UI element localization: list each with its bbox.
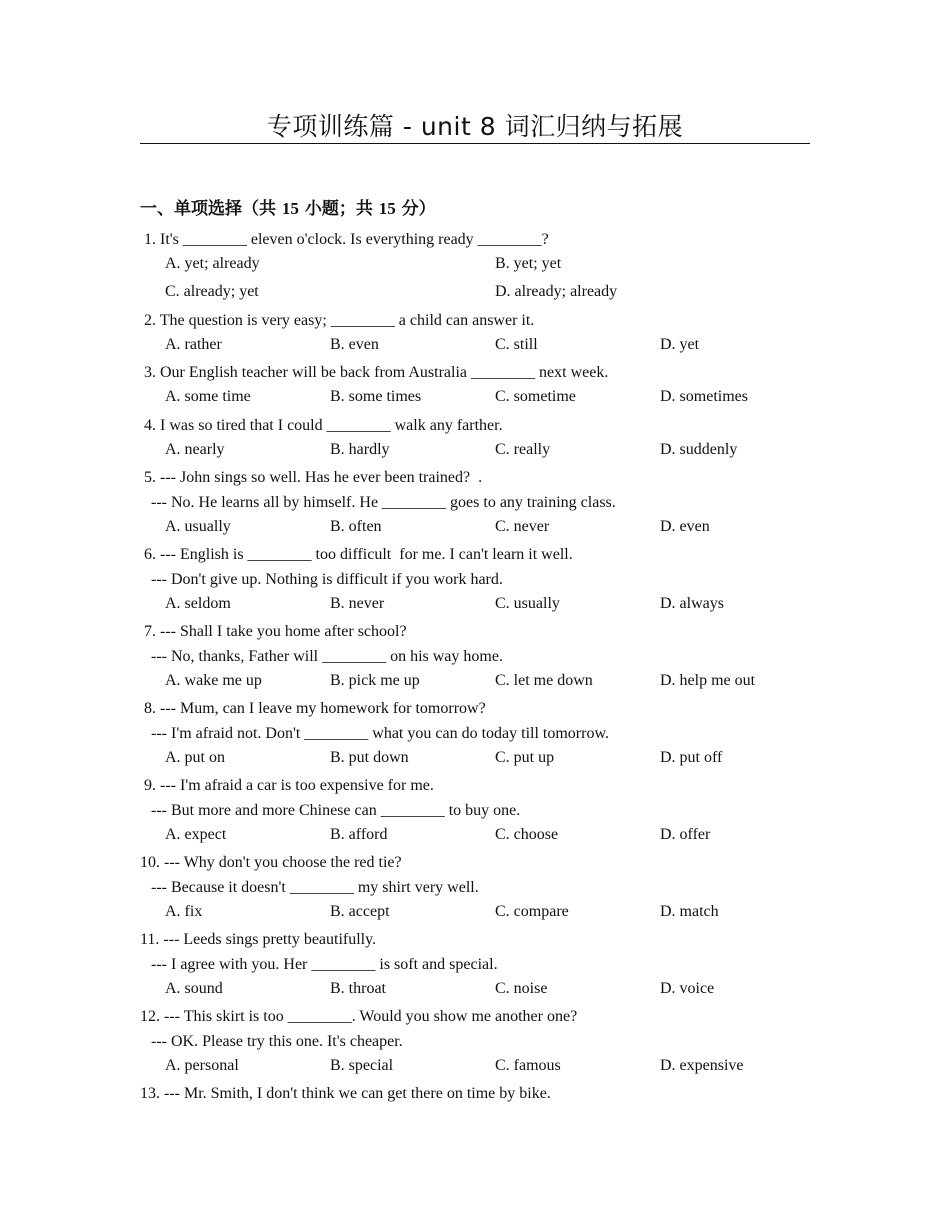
question-11-stem bbox=[140, 929, 376, 951]
question-12-reply: --- OK. Please try this one. It's cheaper. bbox=[151, 1033, 403, 1050]
option-d[interactable]: D. offer bbox=[660, 826, 711, 843]
option-d[interactable]: D. voice bbox=[660, 980, 715, 997]
option-a[interactable]: A. yet; already bbox=[165, 255, 260, 272]
option-d[interactable]: D. help me out bbox=[660, 672, 756, 689]
section-mid: 小题；共 bbox=[298, 199, 379, 219]
question-3-stem bbox=[140, 362, 608, 384]
option-c[interactable]: C. compare bbox=[495, 903, 569, 920]
question-text: --- English is ________ too difficult for me. I can't learn it well. bbox=[160, 546, 573, 563]
question-text: The question is very easy; ________ a child can answer it. bbox=[159, 312, 535, 329]
question-5-reply: --- No. He learns all by himself. He ________ goes to any training class. bbox=[151, 494, 616, 511]
option-b[interactable]: B. put down bbox=[330, 749, 409, 766]
question-text: --- Mum, can I leave my homework for tomorrow? bbox=[160, 700, 486, 717]
question-9-stem bbox=[140, 775, 434, 797]
section-score: 15 bbox=[378, 199, 396, 218]
question-text: Our English teacher will be back from Australia ________ next week. bbox=[160, 364, 609, 381]
question-12-stem bbox=[140, 1006, 577, 1028]
question-number: 9. bbox=[140, 777, 156, 794]
option-a[interactable]: A. expect bbox=[165, 826, 227, 843]
option-c[interactable]: C. put up bbox=[495, 749, 555, 766]
option-a[interactable]: A. rather bbox=[165, 336, 222, 353]
question-10-reply: --- Because it doesn't ________ my shirt very well. bbox=[151, 879, 479, 896]
question-number: 2. bbox=[140, 312, 156, 329]
option-c[interactable]: C. usually bbox=[495, 595, 560, 612]
section-count: 15 bbox=[281, 199, 299, 218]
option-d[interactable]: D. always bbox=[660, 595, 724, 612]
option-b[interactable]: B. yet; yet bbox=[495, 255, 562, 272]
section-prefix: 一、单项选择（共 bbox=[140, 199, 282, 219]
option-a[interactable]: A. nearly bbox=[165, 441, 225, 458]
question-4-stem bbox=[140, 415, 503, 437]
question-8-stem bbox=[140, 698, 486, 720]
question-text: --- Shall I take you home after school? bbox=[160, 623, 407, 640]
option-d[interactable]: D. put off bbox=[660, 749, 723, 766]
option-a[interactable]: A. put on bbox=[165, 749, 225, 766]
option-b[interactable]: B. accept bbox=[330, 903, 390, 920]
question-number: 1. bbox=[140, 231, 156, 248]
option-b[interactable]: B. throat bbox=[330, 980, 386, 997]
option-d[interactable]: D. match bbox=[660, 903, 719, 920]
question-9-reply: --- But more and more Chinese can ________ to buy one. bbox=[151, 802, 521, 819]
option-a[interactable]: A. usually bbox=[165, 518, 231, 535]
option-c[interactable]: C. noise bbox=[495, 980, 548, 997]
option-c[interactable]: C. famous bbox=[495, 1057, 561, 1074]
option-c[interactable]: C. sometime bbox=[495, 388, 576, 405]
question-number: 7. bbox=[140, 623, 156, 640]
question-text: It's ________ eleven o'clock. Is everything ready ________? bbox=[160, 231, 549, 248]
question-8-reply: --- I'm afraid not. Don't ________ what you can do today till tomorrow. bbox=[151, 725, 609, 742]
option-b[interactable]: B. pick me up bbox=[330, 672, 420, 689]
option-a[interactable]: A. some time bbox=[165, 388, 251, 405]
option-c[interactable]: C. really bbox=[495, 441, 551, 458]
question-13-stem bbox=[140, 1083, 551, 1105]
question-number: 13. bbox=[140, 1085, 160, 1102]
option-a[interactable]: A. sound bbox=[165, 980, 223, 997]
option-b[interactable]: B. never bbox=[330, 595, 385, 612]
option-c[interactable]: C. never bbox=[495, 518, 550, 535]
question-text: I was so tired that I could ________ walk any farther. bbox=[160, 417, 503, 434]
option-b[interactable]: B. afford bbox=[330, 826, 388, 843]
page-title: 专项训练篇 - unit 8 词汇归纳与拓展 bbox=[266, 112, 684, 141]
option-a[interactable]: A. personal bbox=[165, 1057, 239, 1074]
question-number: 5. bbox=[140, 469, 156, 486]
question-text: --- This skirt is too ________. Would you show me another one? bbox=[164, 1008, 578, 1025]
question-text: --- Leeds sings pretty beautifully. bbox=[163, 931, 377, 948]
option-d[interactable]: D. even bbox=[660, 518, 710, 535]
option-c[interactable]: C. let me down bbox=[495, 672, 593, 689]
question-10-stem bbox=[140, 852, 402, 874]
question-number: 12. bbox=[140, 1008, 160, 1025]
question-7-stem bbox=[140, 621, 407, 643]
question-2-stem bbox=[140, 310, 534, 332]
option-b[interactable]: B. often bbox=[330, 518, 382, 535]
option-d[interactable]: D. expensive bbox=[660, 1057, 744, 1074]
question-number: 10. bbox=[140, 854, 160, 871]
option-c[interactable]: C. choose bbox=[495, 826, 559, 843]
option-d[interactable]: D. suddenly bbox=[660, 441, 738, 458]
section-suffix: 分） bbox=[395, 199, 436, 219]
option-c[interactable]: C. still bbox=[495, 336, 538, 353]
question-number: 8. bbox=[140, 700, 156, 717]
question-number: 4. bbox=[140, 417, 156, 434]
option-b[interactable]: B. even bbox=[330, 336, 379, 353]
question-number: 3. bbox=[140, 364, 156, 381]
option-b[interactable]: B. special bbox=[330, 1057, 394, 1074]
question-5-stem bbox=[140, 467, 482, 489]
question-1-stem bbox=[140, 229, 549, 251]
option-c[interactable]: C. already; yet bbox=[165, 283, 259, 300]
question-text: --- Mr. Smith, I don't think we can get there on time by bike. bbox=[164, 1085, 551, 1102]
question-7-reply: --- No, thanks, Father will ________ on his way home. bbox=[151, 648, 503, 665]
question-number: 11. bbox=[140, 931, 160, 948]
option-b[interactable]: B. some times bbox=[330, 388, 422, 405]
option-a[interactable]: A. fix bbox=[165, 903, 203, 920]
question-text: --- Why don't you choose the red tie? bbox=[164, 854, 402, 871]
question-text: --- John sings so well. Has he ever been trained? . bbox=[160, 469, 483, 486]
option-a[interactable]: A. wake me up bbox=[165, 672, 262, 689]
question-text: --- I'm afraid a car is too expensive for me. bbox=[160, 777, 434, 794]
option-d[interactable]: D. yet bbox=[660, 336, 700, 353]
option-d[interactable]: D. already; already bbox=[495, 283, 618, 300]
question-6-reply: --- Don't give up. Nothing is difficult if you work hard. bbox=[151, 571, 503, 588]
option-b[interactable]: B. hardly bbox=[330, 441, 390, 458]
title-underline bbox=[140, 143, 810, 144]
option-a[interactable]: A. seldom bbox=[165, 595, 231, 612]
question-number: 6. bbox=[140, 546, 156, 563]
section-heading bbox=[140, 197, 436, 221]
question-11-reply: --- I agree with you. Her ________ is soft and special. bbox=[151, 956, 498, 973]
option-d[interactable]: D. sometimes bbox=[660, 388, 748, 405]
question-6-stem bbox=[140, 544, 573, 566]
